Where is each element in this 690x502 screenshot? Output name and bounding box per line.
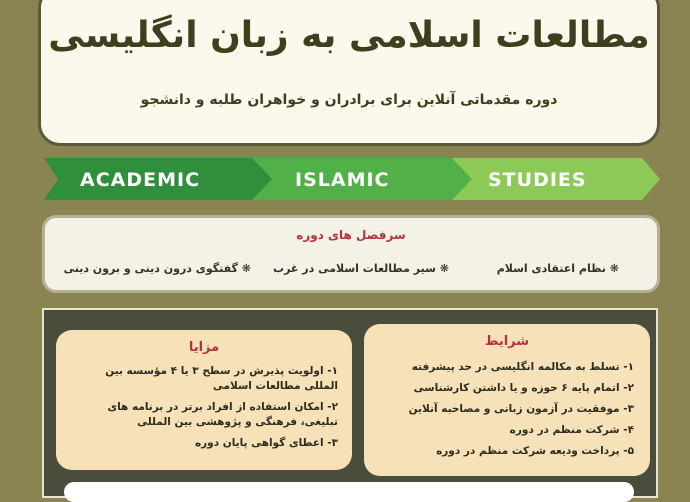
page-subtitle: دوره مقدماتی آنلاین برای برادران و خواهران طلبه و دانشجو: [140, 92, 558, 108]
banner-word-studies: STUDIES: [488, 169, 587, 191]
syllabus-item: [64, 262, 251, 275]
list-item: ۱- اولویت پذیرش در سطح ۳ یا ۴ مؤسسه بین المللی مطالعات اسلامی: [105, 365, 338, 392]
list-item: ۳- موفقیت در آزمون زبانی و مصاحبه آنلاین: [408, 403, 634, 415]
list-item: ۲- اتمام پایه ۶ حوزه و یا داشتن کارشناسی: [413, 382, 634, 394]
details-panel: [42, 308, 658, 498]
advantages-list: [68, 364, 338, 457]
banner-word-academic: ACADEMIC: [80, 169, 201, 191]
conditions-list: [374, 360, 634, 465]
page-title: مطالعات اسلامی به زبان انگلیسی: [48, 15, 650, 56]
bullet-icon: ❋: [241, 262, 251, 275]
list-item: ۱- تسلط به مکالمه انگلیسی در حد پیشرفته: [411, 361, 634, 373]
academic-islamic-studies-banner: [40, 156, 660, 202]
syllabus-box: [42, 215, 660, 293]
syllabus-item: [273, 262, 449, 275]
list-item: ۲- امکان استفاده از افراد برتر در برنامه های تبلیغی، فرهنگی و پژوهشی بین المللی: [107, 401, 338, 428]
list-item: ۴- شرکت منظم در دوره: [509, 424, 634, 436]
conditions-card: [364, 324, 650, 476]
syllabus-item: [497, 262, 619, 275]
conditions-title: شرایط: [484, 334, 530, 349]
list-item: ۵- پرداخت ودیعه شرکت منظم در دوره: [436, 445, 634, 457]
advantages-title: مزایا: [188, 340, 220, 355]
advantages-card: [56, 330, 352, 470]
bullet-icon: ❋: [439, 262, 449, 275]
syllabus-item-label: سیر مطالعات اسلامی در غرب: [273, 262, 436, 275]
syllabus-item-label: نظام اعتقادی اسلام: [496, 262, 606, 275]
banner-word-islamic: ISLAMIC: [295, 169, 390, 191]
bottom-panel-edge: [64, 482, 634, 502]
title-card: [38, 0, 660, 146]
syllabus-title: سرفصل های دوره: [296, 228, 406, 242]
list-item: ۳- اعطای گواهی پایان دوره: [194, 437, 338, 449]
bullet-icon: ❋: [609, 262, 619, 275]
syllabus-item-label: گفتگوی درون دینی و برون دینی: [63, 262, 238, 275]
